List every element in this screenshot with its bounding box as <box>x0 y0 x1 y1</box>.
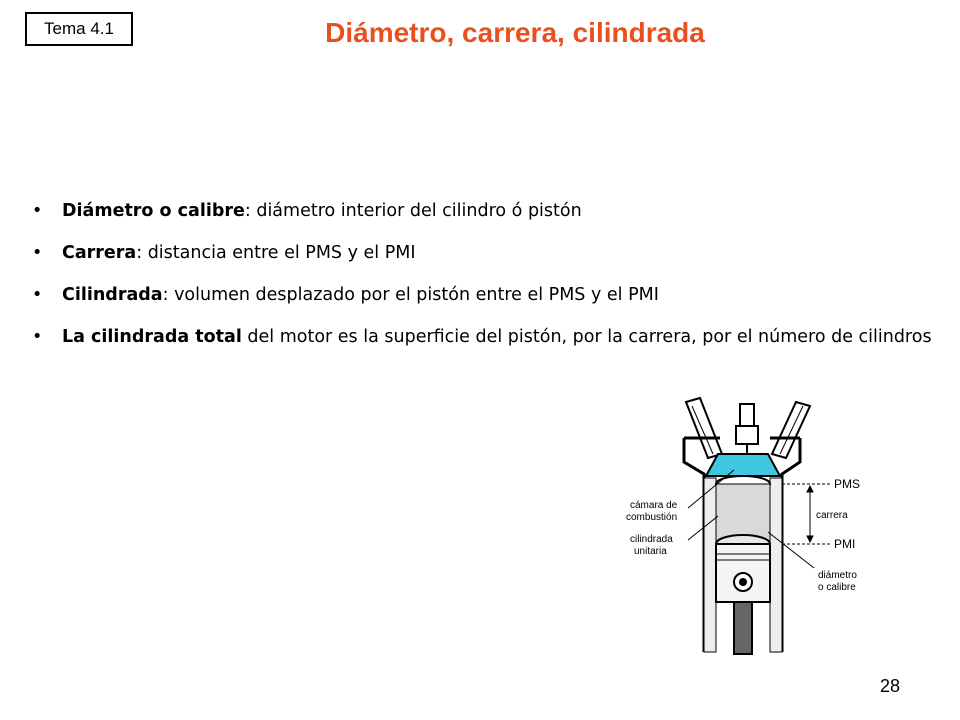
label-pmi: PMI <box>834 537 856 551</box>
bullet-item-cilindrada-total <box>32 326 937 348</box>
bullet-list <box>32 200 937 368</box>
bullet-text: : distancia entre el PMS y el PMI <box>136 243 416 263</box>
slide-title: Diámetro, carrera, cilindrada <box>325 17 705 48</box>
bullet-item-carrera <box>32 242 937 264</box>
spark-plug-icon <box>736 404 758 454</box>
bullet-term: La cilindrada total <box>62 327 242 347</box>
label-cilindrada-2: unitaria <box>634 546 667 557</box>
intake-valve-icon <box>686 398 722 458</box>
bullet-term: Cilindrada <box>62 285 163 305</box>
label-diametro-1: diámetro <box>818 570 857 581</box>
label-diametro-2: o calibre <box>818 582 856 593</box>
piston-icon <box>716 535 770 654</box>
exhaust-valve-icon <box>772 402 810 458</box>
bullet-item-cilindrada <box>32 284 937 306</box>
bullet-term: Carrera <box>62 243 137 263</box>
bullet-text: : diámetro interior del cilindro ó pistón <box>244 201 582 221</box>
label-pms: PMS <box>834 477 861 491</box>
label-cilindrada-1: cilindrada <box>630 534 673 545</box>
label-camara-1: cámara de <box>630 500 678 511</box>
combustion-chamber <box>706 454 780 476</box>
page-number: 28 <box>880 676 901 696</box>
bullet-term: Diámetro o calibre <box>62 201 245 221</box>
bullet-text: del motor es la superficie del pistón, por la carrera, por el número de cilindros <box>241 327 932 347</box>
label-camara-2: combustión <box>626 512 678 523</box>
bullet-item-diametro <box>32 200 937 222</box>
bullet-text: : volumen desplazado por el pistón entre el PMS y el PMI <box>162 285 659 305</box>
label-carrera: carrera <box>816 510 848 521</box>
piston-cylinder-diagram <box>600 392 880 656</box>
topic-tag: Tema 4.1 <box>25 12 133 46</box>
